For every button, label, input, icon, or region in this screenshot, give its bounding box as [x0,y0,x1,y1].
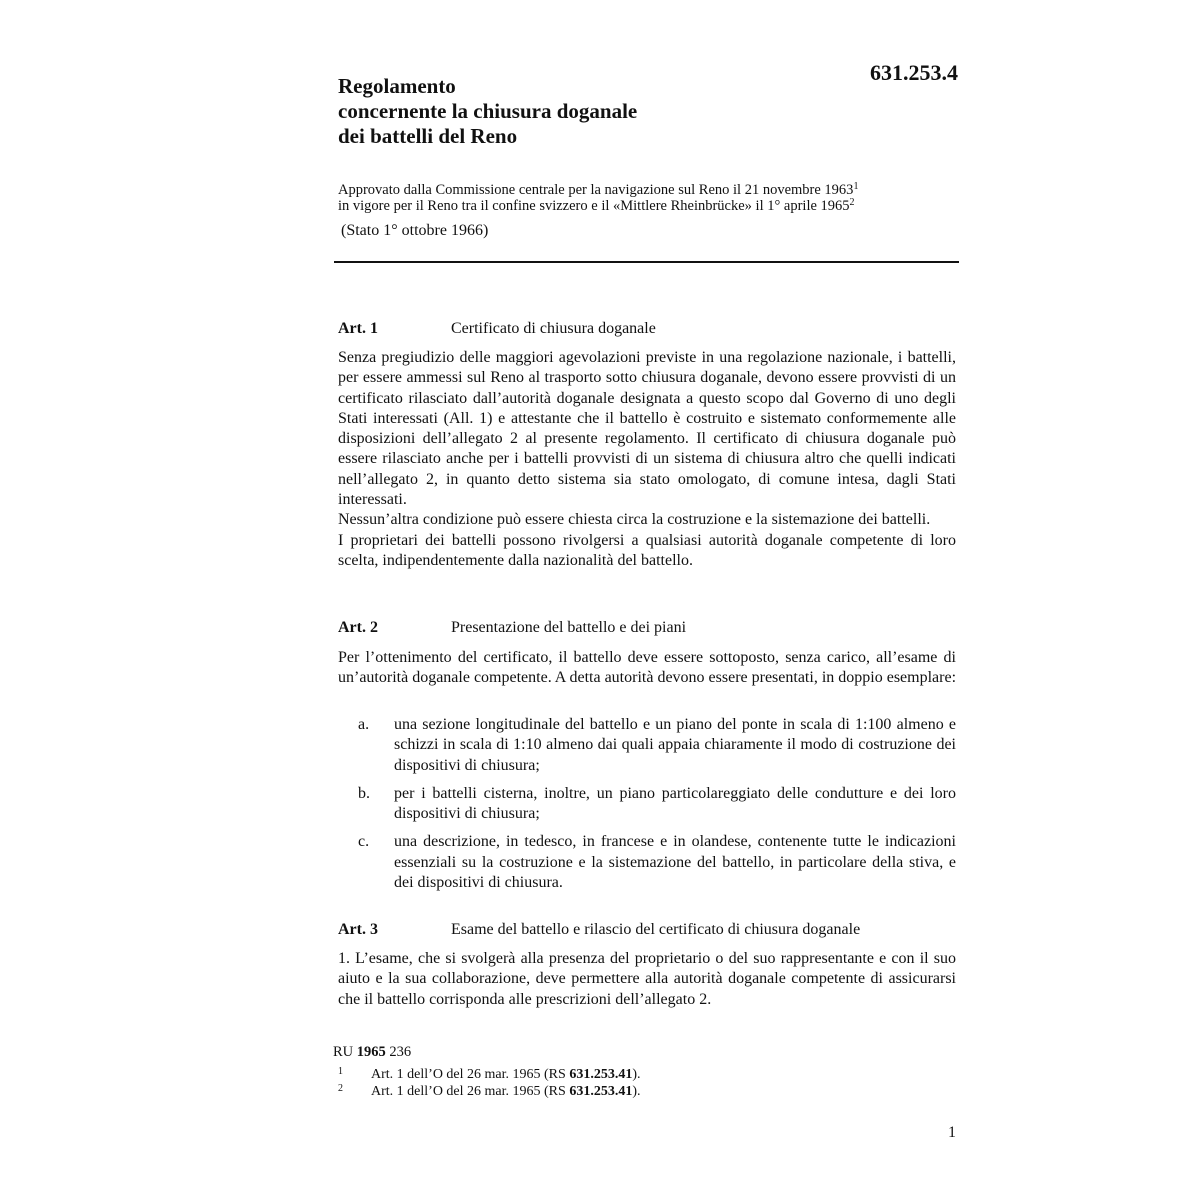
list-marker: b. [358,784,370,802]
requirements-list [338,715,956,893]
header-divider [334,261,959,263]
approval-line: Approvato dalla Commissione centrale per la navigazione sul Reno il 21 novembre 1963$^1$ [338,181,859,198]
footnote-number: 2 [338,1083,343,1094]
article-title: Esame del battello e rilascio del certificato di chiusura doganale [451,921,861,938]
footnote-number: 1 [338,1066,343,1077]
article-body [338,648,956,689]
article-heading [338,921,860,939]
title-line: concernente la chiusura doganale [338,99,638,123]
document-title [338,74,798,149]
footnote-ref: 2 [849,197,855,208]
list-item [338,832,956,893]
paragraph: Senza pregiudizio delle maggiori agevolazioni previste in una regolazione nazionale, i battelli, per essere ammessi sul Reno al trasporto sotto chiusura doganale, devono essere provvisti di un certificato rilasciato dall’autorità doganale designata a questo scopo dal Governo di uno degli Stati interessati (All. 1) e attestante che il battello è costruito e sistemato conformemente alle disposizioni dell’allegato 2 al presente regolamento. Il certificato di chiusura doganale può essere rilasciato anche per i battelli provvisti di un sistema di chiusura altro che quelli indicati nell’allegato 2, in quanto detto sistema sia stato omologato, di comune intesa, dagli Stati interessati. [338,349,956,509]
footnote: 2 Art. 1 dell’O del 26 mar. 1965 (RS 631.253.41). [338,1083,641,1099]
paragraph: I proprietari dei battelli possono rivolgersi a qualsiasi autorità doganale competente di loro scelta, indipendentemente dalla nazionalità del battello. [338,531,956,569]
list-item [338,784,956,825]
paragraph: Nessun’altra condizione può essere chiesta circa la costruzione e la sistemazione dei battelli. [338,511,931,529]
list-item [338,715,956,776]
list-marker: c. [358,833,370,851]
sr-number: 631.253.4 [870,60,958,85]
footnote-ref: 1 [853,181,859,192]
page-number: 1 [948,1124,956,1141]
paragraph: Per l’ottenimento del certificato, il battello deve essere sottoposto, senza carico, all’esame di un’autorità doganale competente. A detta autorità devono essere presentati, in doppio esemplare: [338,649,957,687]
article-heading [338,619,686,637]
list-text: una sezione longitudinale del battello e un piano del ponte in scala di 1:100 almeno e schizzi in scala di 1:10 almeno dai quali appaia chiaramente il modo di costruzione dei dispositivi di chiusura; [394,716,956,774]
paragraph: 1. L’esame, che si svolgerà alla presenza del proprietario o del suo rappresentante e con il suo aiuto e la sua collaborazione, deve permettere alla autorità doganale competente di assicurarsi che il battello corrisponda alle prescrizioni dell’allegato 2. [338,950,956,1008]
status-date: (Stato 1° ottobre 1966) [341,222,489,239]
article-heading [338,320,656,338]
article-title: Presentazione del battello e dei piani [451,619,687,636]
in-force-line: in vigore per il Reno tra il confine svizzero e il «Mittlere Rheinbrücke» il 1° aprile 1965$^2$ [338,197,855,214]
footnote: 1 Art. 1 dell’O del 26 mar. 1965 (RS 631.253.41). [338,1066,641,1082]
list-text: una descrizione, in tedesco, in francese e in olandese, contenente tutte le indicazioni essenziali su la costruzione e la sistemazione del battello, in particolare della stiva, e dei dispositivi di chiusura. [394,833,956,892]
article-number: Art. 2 [338,619,378,636]
list-marker: a. [358,716,370,733]
article-title: Certificato di chiusura doganale [451,320,656,337]
article-number: Art. 1 [338,320,378,337]
article-number: Art. 3 [338,921,378,938]
list-text: per i battelli cisterna, inoltre, un piano particolareggiato delle condutture e dei loro dispositivi di chiusura; [394,784,956,823]
article-body [338,949,956,1010]
ru-reference: RU 1965 236 [333,1044,412,1060]
approval-info [338,182,958,214]
title-line: Regolamento [338,74,456,98]
article-body [338,348,956,571]
title-line: dei battelli del Reno [338,124,518,148]
